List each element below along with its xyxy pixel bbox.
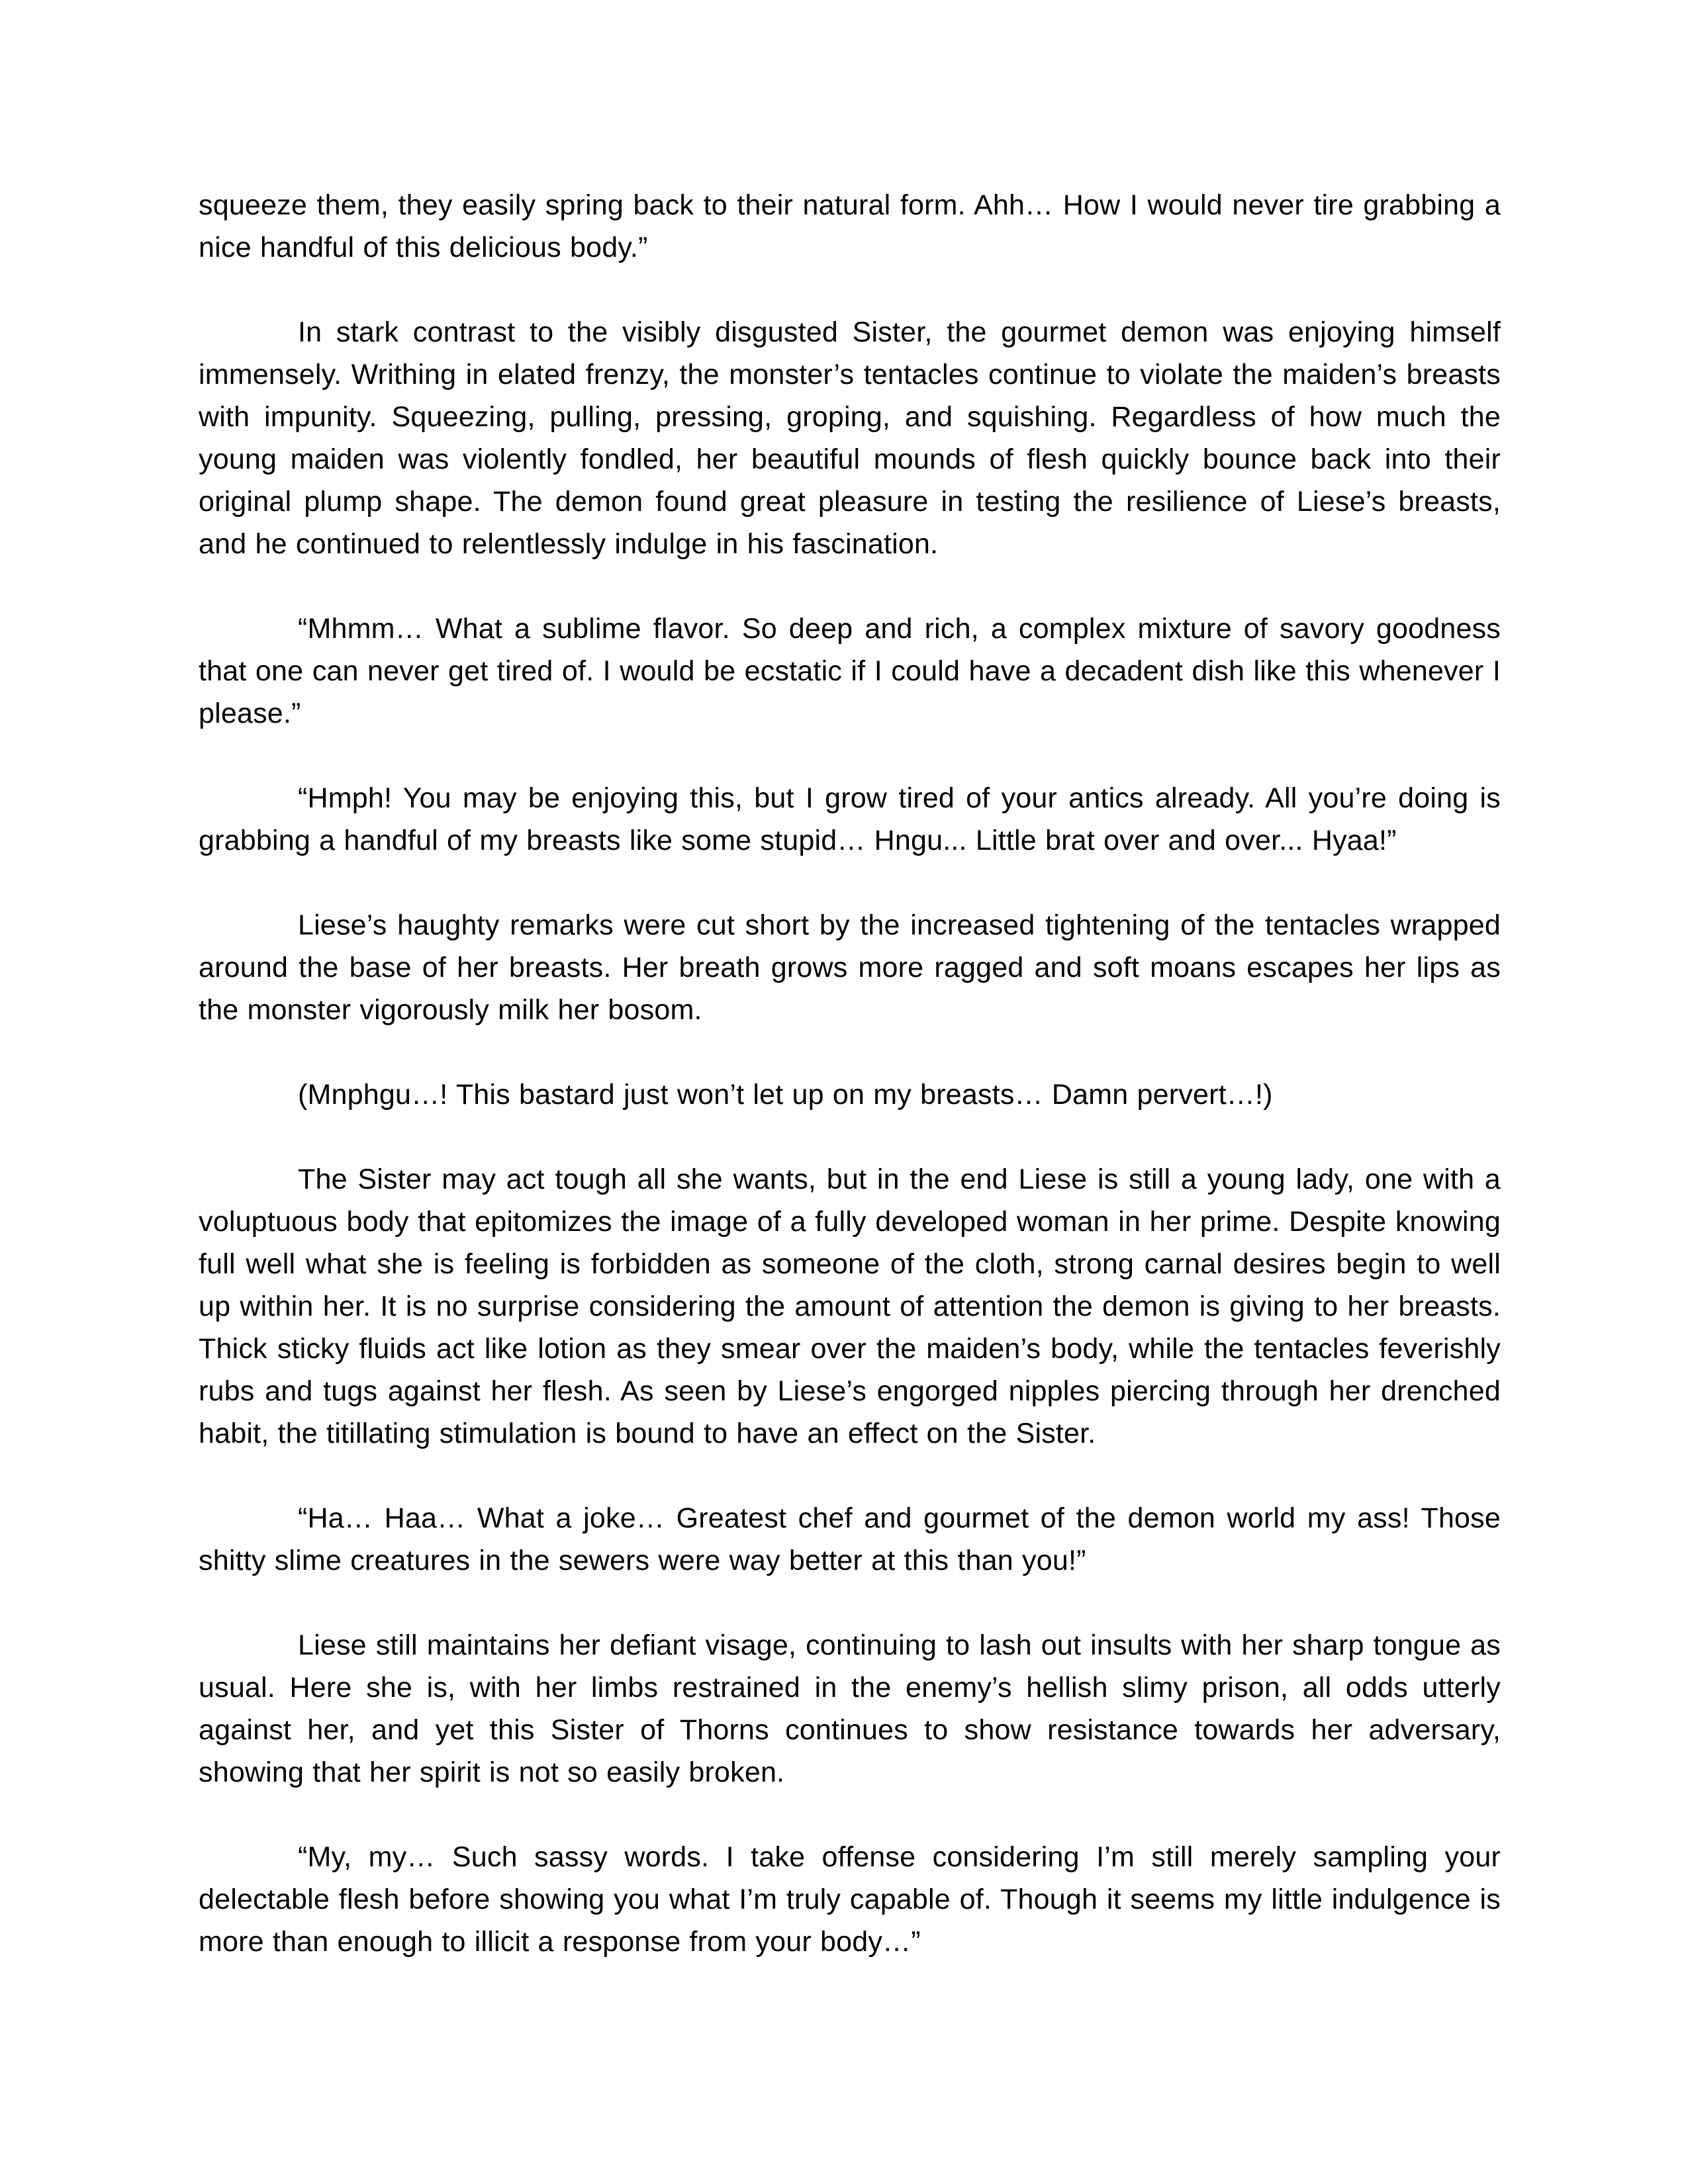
paragraph-dialogue-3: “Ha… Haa… What a joke… Greatest chef and gourmet of the demon world my ass! Those shitty slime creatures in the sewers were way better at this than you!” <box>199 1502 1501 1576</box>
paragraph-dialogue-4: “My, my… Such sassy words. I take offense considering I’m still merely sampling your delectable flesh before showing you what I’m truly capable of. Though it seems my little indulgence is more than enough to illicit a response from your body…” <box>199 1841 1501 1958</box>
paragraph-narration-1: In stark contrast to the visibly disgusted Sister, the gourmet demon was enjoying himself immensely. Writhing in elated frenzy, the monster’s tentacles continue to violate the maiden’s breasts with impunity. Squeezing, pulling, pressing, groping, and squishing. Regardless of how much the young maiden was violently fondled, her beautiful mounds of flesh quickly bounce back into their original plump shape. The demon found great pleasure in testing the resilience of Liese’s breasts, and he continued to relentlessly indulge in his fascination. <box>199 316 1501 560</box>
paragraph-narration-3: The Sister may act tough all she wants, but in the end Liese is still a young lady, one with a voluptuous body that epitomizes the image of a fully developed woman in her prime. Despite knowing full well what she is feeling is forbidden as someone of the cloth, strong carnal desires begin to well up within her. It is no surprise considering the amount of attention the demon is giving to her breasts. Thick sticky fluids act like lotion as they smear over the maiden’s body, while the tentacles feverishly rubs and tugs against her flesh. As seen by Liese’s engorged nipples piercing through her drenched habit, the titillating stimulation is bound to have an effect on the Sister. <box>199 1163 1501 1449</box>
paragraph-inner-thought: (Mnphgu…! This bastard just won’t let up on my breasts… Damn pervert…!) <box>298 1079 1273 1111</box>
paragraph-dialogue-2: “Hmph! You may be enjoying this, but I grow tired of your antics already. All you’re doing is grabbing a handful of my breasts like some stupid… Hngu... Little brat over and over... Hyaa!” <box>199 782 1501 856</box>
paragraph-continuation: squeeze them, they easily spring back to their natural form. Ahh… How I would never tire grabbing a nice handful of this delicious body.” <box>199 189 1501 263</box>
paragraph-narration-2: Liese’s haughty remarks were cut short by the increased tightening of the tentacles wrapped around the base of her breasts. Her breath grows more ragged and soft moans escapes her lips as the monster vigorously milk her bosom. <box>199 909 1501 1026</box>
paragraph-dialogue-1: “Mhmm… What a sublime flavor. So deep and rich, a complex mixture of savory goodness that one can never get tired of. I would be ecstatic if I could have a decadent dish like this whenever I please.” <box>199 613 1501 729</box>
paragraph-narration-4: Liese still maintains her defiant visage, continuing to lash out insults with her sharp tongue as usual. Here she is, with her limbs restrained in the enemy’s hellish slimy prison, all odds utterly against her, and yet this Sister of Thorns continues to show resistance towards her adversary, showing that her spirit is not so easily broken. <box>199 1629 1501 1788</box>
